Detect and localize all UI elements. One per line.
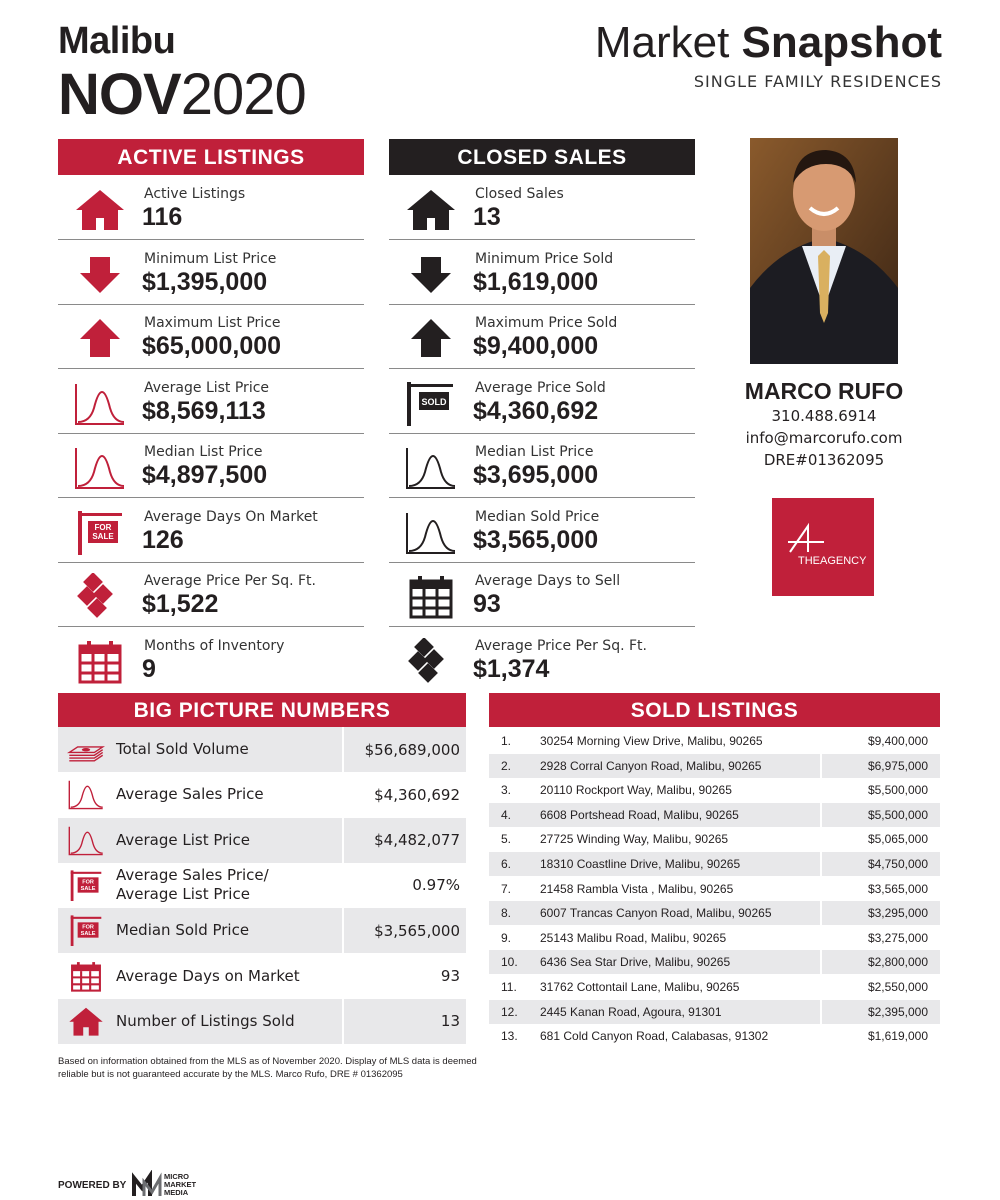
sold-listing-price: $5,065,000 [867,832,928,847]
stat-value: $9,400,000 [473,332,599,360]
house-icon [66,1005,106,1037]
big-picture-label-text: Median Sold Price [116,921,250,940]
agent-name: MARCO RUFO [744,378,904,404]
sold-listing-number: 7. [501,881,512,896]
stat-label: Median Sold Price [475,508,600,525]
big-picture-row [58,954,466,999]
sold-listing-address: 27725 Winding Way, Malibu, 90265 [540,832,729,847]
sold-listing-price: $3,275,000 [867,930,928,945]
arrow-down-icon-wrap [403,251,459,297]
big-picture-value: 93 [440,967,460,985]
closed-stat-row [389,176,695,240]
stat-value: $4,360,692 [473,396,599,425]
column-divider [342,863,344,908]
arrow-up-icon-wrap [403,315,459,361]
sold-listing-number: 5. [501,832,512,847]
house-icon-wrap [403,186,459,232]
big-picture-label [116,908,249,953]
svg-text:FOR: FOR [82,879,94,886]
diamond-tiles-icon [403,638,459,684]
closed-stat-row [389,563,695,627]
agency-logo [772,498,874,596]
house-icon [403,186,459,232]
stat-label: Minimum Price Sold [475,250,614,267]
stat-label: Active Listings [144,186,246,202]
closed-stat-row [389,241,695,305]
active-stat-row [58,305,364,369]
big-picture-value: $56,689,000 [364,740,460,759]
sold-listing-price: $6,975,000 [867,758,928,773]
closed-stat-row [389,370,695,434]
house-icon-wrap [66,1005,106,1037]
stat-label: Average List Price [144,379,270,396]
column-divider [820,729,822,753]
big-picture-row [58,772,466,817]
big-picture-value: $3,565,000 [374,921,460,940]
sold-listing-price: $4,750,000 [867,857,928,871]
sold-listing-address: 6436 Sea Star Drive, Malibu, 90265 [540,955,731,970]
sold-listing-number: 11. [501,980,517,994]
sold-listing-address: 21458 Rambla Vista , Malibu, 90265 [540,881,734,896]
sold-listing-address: 25143 Malibu Road, Malibu, 90265 [540,930,727,945]
sold-listing-number: 12. [501,1004,518,1019]
house-icon [72,186,128,232]
sold-sign-icon-wrap [403,380,459,426]
column-divider [820,926,822,950]
big-picture-label-text: Number of Listings Sold [116,1011,295,1030]
brand-line-3: MEDIA [164,1188,189,1197]
sold-listing-row[interactable] [489,975,940,999]
sold-listing-row[interactable] [489,877,940,901]
svg-text:FOR: FOR [82,924,94,931]
stat-label: Average Price Per Sq. Ft. [475,637,647,654]
bell-curve-icon [66,824,106,856]
sold-listing-address: 31762 Cottontail Lane, Malibu, 90265 [540,980,740,994]
svg-text:SALE: SALE [80,931,96,938]
column-divider [342,727,344,772]
report-month: NOV [58,62,181,127]
stat-label: Months of Inventory [144,637,285,654]
sold-listing-row[interactable] [489,901,940,925]
sold-listing-address: 30254 Morning View Drive, Malibu, 90265 [540,734,763,748]
big-picture-value: $4,482,077 [374,831,460,850]
agent-photo [750,138,898,364]
for-sale-sign-icon-wrap [72,509,128,555]
sold-listing-price: $3,565,000 [867,881,928,896]
active-listings-header: ACTIVE LISTINGS [58,139,364,175]
arrow-up-icon [72,315,128,361]
bell-curve-icon-wrap [403,444,459,490]
sold-listing-address: 2445 Kanan Road, Agoura, 91301 [540,1004,722,1019]
sold-listing-number: 4. [501,807,512,822]
sold-listing-price: $9,400,000 [867,734,928,748]
active-stat-row [58,563,364,627]
bell-curve-icon-wrap [72,380,128,426]
report-title [595,18,942,68]
big-picture-row [58,908,466,953]
active-stat-row [58,434,364,498]
arrow-up-icon [403,315,459,361]
stat-label: Average Days On Market [144,508,318,525]
column-divider [820,950,822,974]
bell-curve-icon-wrap [66,778,106,810]
sold-listing-price: $2,800,000 [867,955,928,970]
svg-text:SOLD: SOLD [421,396,447,407]
stat-label: Closed Sales [475,186,564,202]
calendar-icon [403,573,459,619]
report-date [58,62,306,128]
bell-curve-icon-wrap [72,444,128,490]
big-picture-label [116,727,249,772]
sold-listing-row[interactable] [489,803,940,827]
arrow-down-icon-wrap [72,251,128,297]
active-stat-row [58,370,364,434]
big-picture-label [116,954,300,999]
for-sale-sign-icon-wrap [66,914,106,946]
sold-listing-address: 6007 Trancas Canyon Road, Malibu, 90265 [540,906,772,921]
stat-label: Average Price Sold [475,379,606,396]
sold-listing-number: 1. [501,734,512,748]
stat-value: 9 [142,654,156,683]
big-picture-label [116,818,250,863]
closed-stat-row [389,434,695,498]
big-picture-row [58,863,466,908]
sold-listing-address: 18310 Coastline Drive, Malibu, 90265 [540,857,741,871]
sold-listing-number: 2. [501,758,512,773]
report-subtitle: SINGLE FAMILY RESIDENCES [693,72,942,91]
active-stat-row [58,628,364,692]
big-picture-row [58,999,466,1044]
stat-label: Average Days to Sell [475,573,621,589]
calendar-icon [66,960,106,992]
sold-listing-address: 6608 Portshead Road, Malibu, 90265 [540,807,739,822]
bell-curve-icon [72,380,128,426]
stat-value: $3,565,000 [473,525,599,554]
svg-text:FOR: FOR [94,522,112,532]
for-sale-sign-icon [66,869,106,901]
big-picture-label-text: Average Days on Market [116,966,300,985]
sold-listing-row[interactable] [489,1024,940,1048]
sold-listing-row[interactable] [489,827,940,851]
stat-value: 13 [473,203,501,231]
arrow-up-icon-wrap [72,315,128,361]
stat-value: $1,395,000 [142,267,268,296]
closed-sales-header: CLOSED SALES [389,139,695,175]
stat-value: $65,000,000 [142,332,282,360]
micro-market-media-logo-icon [132,1170,162,1198]
big-picture-label-text: Average Sales Price [116,785,264,804]
agency-name: THEAGENCY [798,555,867,567]
bell-curve-icon-wrap [403,509,459,555]
stat-value: $3,695,000 [473,461,599,489]
stat-label: Minimum List Price [144,250,277,267]
big-picture-row [58,818,466,863]
stat-value: $1,374 [473,654,550,683]
sold-listing-row[interactable] [489,754,940,778]
stat-label: Maximum List Price [144,315,281,331]
brand-line-1: MICRO [164,1172,189,1181]
big-picture-row [58,727,466,772]
diamond-tiles-icon-wrap [72,573,128,619]
arrow-down-icon [403,251,459,297]
for-sale-sign-icon [72,509,128,555]
sold-listing-number: 10. [501,955,518,970]
diamond-tiles-icon [72,573,128,619]
big-picture-value: 0.97% [412,876,460,895]
column-divider [820,877,822,901]
svg-text:SALE: SALE [92,531,114,541]
big-picture-header: BIG PICTURE NUMBERS [58,693,466,727]
sold-listing-price: $5,500,000 [867,807,928,822]
stat-value: $8,569,113 [142,396,266,425]
sold-sign-icon [403,380,459,426]
closed-stat-row [389,628,695,692]
big-picture-label-text: Average Sales Price/ Average List Price [116,866,269,904]
money-stack-icon [66,733,106,765]
for-sale-sign-icon-wrap [66,869,106,901]
active-stat-row [58,241,364,305]
sold-listing-number: 9. [501,930,512,945]
sold-listing-number: 8. [501,906,512,921]
agent-dre: DRE#01362095 [763,451,885,469]
sold-listing-row[interactable] [489,926,940,950]
column-divider [342,999,344,1044]
column-divider [820,1024,822,1048]
column-divider [342,908,344,953]
sold-listing-row[interactable] [489,852,940,876]
money-stack-icon-wrap [66,733,106,765]
sold-listing-row[interactable] [489,950,940,974]
calendar-icon-wrap [403,573,459,619]
sold-listing-row[interactable] [489,778,940,802]
column-divider [820,754,822,778]
stat-value: 116 [142,203,183,231]
column-divider [820,827,822,851]
column-divider [342,954,344,999]
diamond-tiles-icon-wrap [403,638,459,684]
sold-listing-row[interactable] [489,1000,940,1024]
sold-listings-header: SOLD LISTINGS [489,693,940,727]
report-title-light: Market [594,18,730,67]
stat-label: Median List Price [475,444,594,460]
arrow-down-icon [72,251,128,297]
bell-curve-icon [403,509,459,555]
column-divider [342,818,344,863]
bell-curve-icon-wrap [66,824,106,856]
stat-value: $1,619,000 [473,267,599,296]
sold-listing-address: 20110 Rockport Way, Malibu, 90265 [540,783,732,798]
brand-line-2: MARKET [164,1180,197,1189]
stat-value: 93 [473,590,501,618]
stat-label: Median List Price [144,444,263,460]
big-picture-label-text: Total Sold Volume [116,740,249,758]
sold-listing-price: $5,500,000 [867,783,928,798]
sold-listing-address: 681 Cold Canyon Road, Calabasas, 91302 [540,1029,769,1044]
sold-listing-number: 3. [501,783,512,798]
column-divider [820,803,822,827]
calendar-icon-wrap [66,960,106,992]
stat-label: Maximum Price Sold [475,315,618,331]
big-picture-value: 13 [440,1012,460,1031]
closed-stat-row [389,305,695,369]
svg-text:SALE: SALE [80,885,96,892]
big-picture-label [116,999,295,1044]
micro-market-media-wordmark [164,1173,196,1197]
stat-value: 126 [142,525,184,554]
column-divider [820,778,822,802]
report-year: 2020 [180,62,306,127]
column-divider [342,772,344,817]
column-divider [820,1000,822,1024]
big-picture-label-text: Average List Price [116,830,250,849]
sold-listing-price: $2,395,000 [867,1004,928,1019]
bell-curve-icon [72,444,128,490]
bell-curve-icon [403,444,459,490]
sold-listing-number: 13. [501,1029,518,1044]
for-sale-sign-icon [66,914,106,946]
active-stat-row [58,176,364,240]
house-icon-wrap [72,186,128,232]
closed-stat-row [389,499,695,563]
sold-listing-row[interactable] [489,729,940,753]
report-title-bold: Snapshot [741,18,942,67]
agent-email[interactable]: info@marcorufo.com [745,429,903,447]
city-title: Malibu [58,20,176,62]
big-picture-label [116,863,316,908]
stat-label: Average Price Per Sq. Ft. [144,573,316,589]
bell-curve-icon [66,778,106,810]
active-stat-row [58,499,364,563]
powered-by-label: POWERED BY [58,1180,127,1191]
column-divider [820,852,822,876]
big-picture-label [116,772,264,817]
agency-mark-icon [786,522,826,556]
stat-value: $1,522 [142,590,219,618]
big-picture-value: $4,360,692 [374,785,460,804]
disclaimer: Based on information obtained from the MLS as of November 2020. Display of MLS data is deemed reliable but is not guaranteed accurate by the MLS. Marco Rufo, DRE # 01362095 [58,1056,477,1080]
sold-listing-price: $1,619,000 [867,1029,928,1044]
sold-listing-price: $3,295,000 [867,906,928,921]
sold-listing-price: $2,550,000 [867,980,928,994]
column-divider [820,901,822,925]
agent-phone[interactable]: 310.488.6914 [771,407,877,425]
column-divider [820,975,822,999]
sold-listing-number: 6. [501,857,512,871]
stat-value: $4,897,500 [142,461,268,489]
calendar-icon-wrap [72,638,128,684]
sold-listing-address: 2928 Corral Canyon Road, Malibu, 90265 [540,758,762,773]
calendar-icon [72,638,128,684]
